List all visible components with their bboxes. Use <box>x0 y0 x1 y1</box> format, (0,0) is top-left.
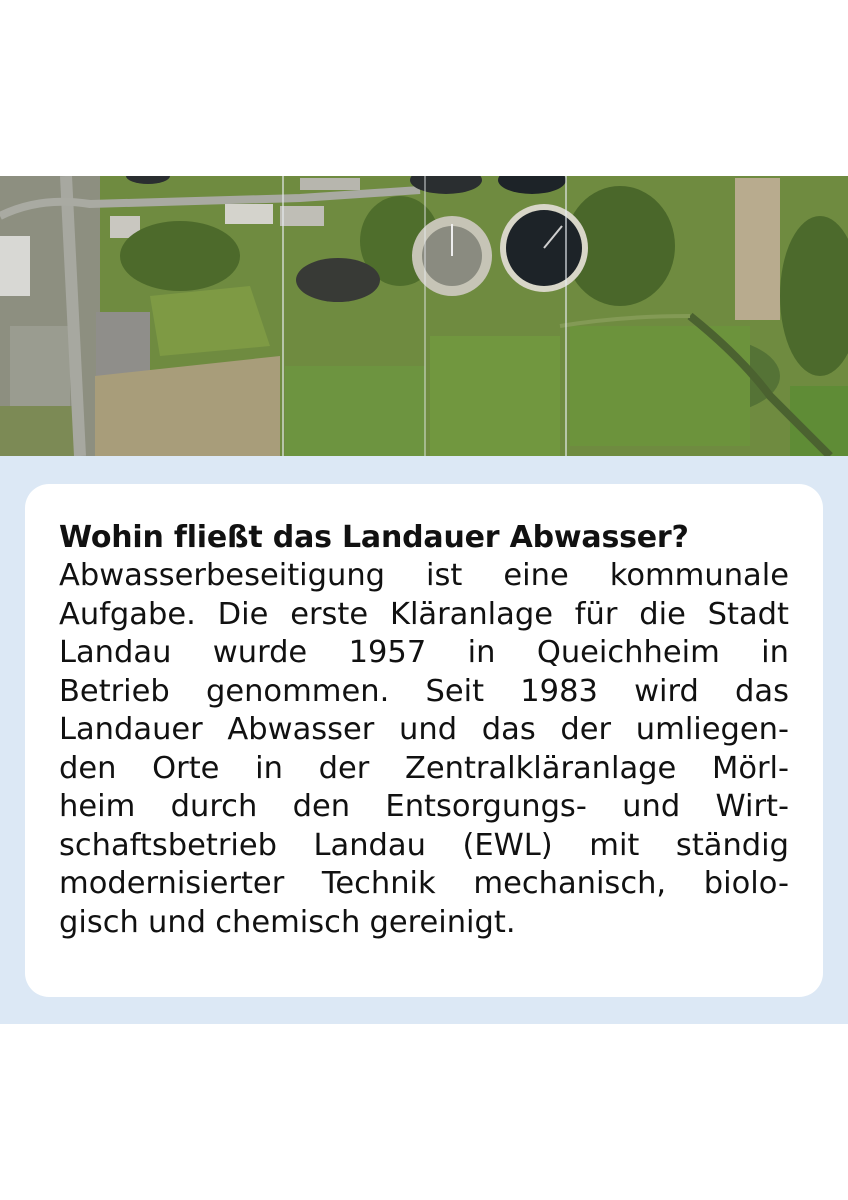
aerial-photo <box>0 176 848 456</box>
body-line: Abwasserbeseitigung ist eine kommunale <box>59 558 789 593</box>
info-text-block <box>59 519 789 942</box>
body-line: den Orte in der Zentralkläranlage Mörl- <box>59 750 789 786</box>
body-line: Landau wurde 1957 in Queichheim in <box>59 635 789 670</box>
body-line: Aufgabe. Die erste Kläranlage für die Stadt <box>59 596 789 632</box>
body-line: Betrieb genommen. Seit 1983 wird das <box>59 673 789 709</box>
body-line: heim durch den Entsorgungs- und Wirt- <box>59 789 789 824</box>
heading: Wohin fließt das Landauer Abwasser? <box>59 520 689 555</box>
body-paragraph <box>59 557 789 942</box>
body-line: gisch und chemisch gereinigt. <box>59 904 516 940</box>
aerial-photo-illustration <box>0 176 848 456</box>
body-line: modernisierter Technik mechanisch, biolo- <box>59 866 789 901</box>
body-line: Landauer Abwasser und das der umliegen- <box>59 712 789 747</box>
body-line: schaftsbetrieb Landau (EWL) mit ständig <box>59 827 789 863</box>
